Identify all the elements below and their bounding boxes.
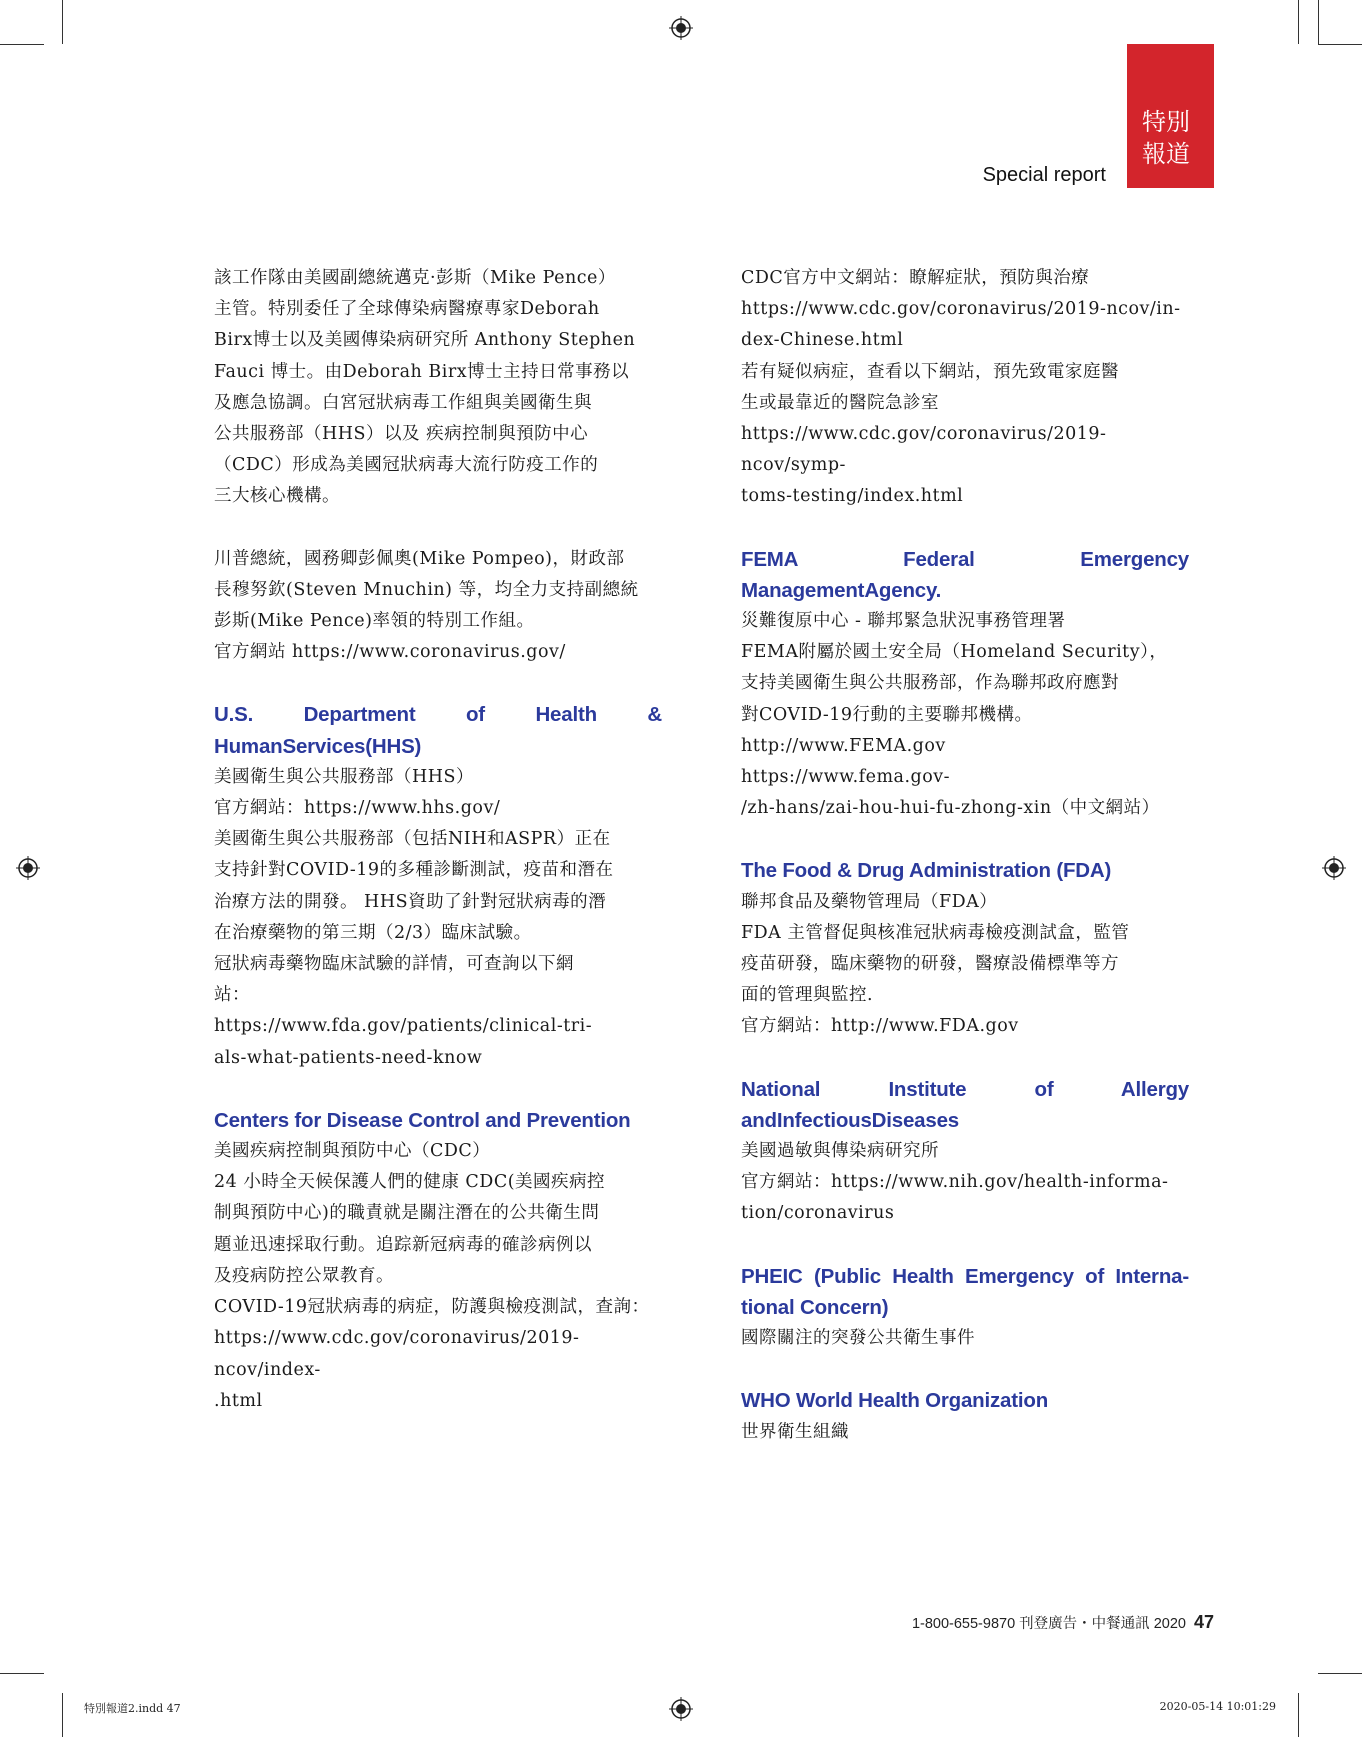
text-line: 官方網站 https://www.coronavirus.gov/: [214, 642, 566, 663]
text-line: Birx博士以及美國傳染病研究所 Anthony Stephen: [214, 330, 636, 351]
text-line: 若有疑似病症，查看以下網站，預先致電家庭醫: [741, 361, 1119, 382]
text-line: 美國衛生與公共服務部（包括NIH和ASPR）正在: [214, 829, 611, 850]
text-line: 三大核心機構。: [214, 486, 340, 507]
text-line: dex-Chinese.html: [741, 330, 904, 351]
text-line: 官方網站：https://www.hhs.gov/: [214, 798, 501, 819]
text-line: Centers for Disease Control and Prevention: [214, 1108, 631, 1132]
text-line: 國際關注的突發公共衛生事件: [741, 1328, 975, 1349]
crop-mark: [0, 44, 44, 45]
text-line: PHEIC (Public Health Emergency of Interna-: [741, 1264, 1189, 1288]
text-line: 制與預防中心)的職責就是關注潛在的公共衛生問: [214, 1203, 600, 1224]
paragraph-cdc-chinese: [741, 263, 1189, 513]
text-line: 主管。特別委任了全球傳染病醫療專家Deborah: [214, 299, 600, 320]
slug-file: 特別報道2.indd 47: [84, 1702, 181, 1715]
text-line: 治療方法的開發。 HHS資助了針對冠狀病毒的潛: [214, 891, 607, 912]
crop-mark: [1318, 0, 1319, 44]
text-line: https://www.cdc.gov/coronavirus/2019-ncov/in-: [741, 299, 1181, 320]
text-line: 在治療藥物的第三期（2/3）臨床試驗。: [214, 922, 532, 943]
registration-mark-icon: [669, 1697, 693, 1721]
text-line: https://www.fda.gov/patients/clinical-tri-: [214, 1016, 593, 1037]
paragraph-who: [741, 1417, 1189, 1448]
text-line: 美國疾病控制與預防中心（CDC）: [214, 1141, 491, 1162]
text-line: FEMA附屬於國土安全局（Homeland Security），: [741, 642, 1168, 663]
text-line: 冠狀病毒藥物臨床試驗的詳情，可查詢以下網: [214, 954, 574, 975]
text-line: 疫苗研發，臨床藥物的研發，醫療設備標準等方: [741, 954, 1119, 975]
paragraph-trump: [214, 544, 662, 669]
heading-hhs: [214, 699, 662, 761]
text-line: 美國衛生與公共服務部（HHS）: [214, 766, 475, 787]
text-line: 支持針對COVID-19的多種診斷測試，疫苗和潛在: [214, 860, 614, 881]
text-line: https://www.cdc.gov/coronavirus/2019-ncov/index-: [214, 1328, 580, 1380]
text-line: U.S. Department of Health & HumanServices: [214, 703, 662, 758]
crop-mark: [1298, 0, 1299, 44]
text-line: tional Concern): [741, 1295, 889, 1319]
text-line: tion/coronavirus: [741, 1203, 895, 1224]
text-line: 川普總統，國務卿彭佩奧(Mike Pompeo)，財政部: [214, 548, 625, 569]
crop-mark: [62, 1693, 63, 1737]
page-footer: [912, 1612, 1214, 1633]
text-line: https://www.cdc.gov/coronavirus/2019-ncov/symp-: [741, 424, 1107, 476]
footer-text: 1-800-655-9870 刊登廣告・中餐通訊 2020: [911, 1616, 1186, 1632]
crop-mark: [62, 0, 63, 44]
paragraph-niaid: [741, 1136, 1189, 1230]
text-line: (HHS): [365, 734, 422, 758]
text-line: （CDC）形成為美國冠狀病毒大流行防疫工作的: [214, 455, 599, 476]
slug-date: 2020-05-14 10:01:29: [1159, 1700, 1276, 1713]
text-line: 面的管理與監控.: [741, 985, 874, 1006]
text-line: 支持美國衛生與公共服務部，作為聯邦政府應對: [741, 673, 1119, 694]
text-line: 24 小時全天候保護人們的健康 CDC(美國疾病控: [214, 1172, 606, 1193]
text-line: 及疫病防控公眾教育。: [214, 1265, 394, 1286]
registration-mark-icon: [669, 16, 693, 40]
registration-mark-icon: [16, 856, 40, 880]
text-line: 該工作隊由美國副總統邁克·彭斯（Mike Pence）: [214, 268, 616, 288]
crop-mark: [0, 1673, 44, 1674]
text-line: 官方網站：https://www.nih.gov/health-informa-: [741, 1172, 1169, 1193]
text-line: 世界衛生組織: [741, 1421, 849, 1442]
text-line: 聯邦食品及藥物管理局（FDA）: [741, 891, 998, 912]
text-line: Fauci 博士。由Deborah Birx博士主持日常事務以: [214, 361, 630, 382]
paragraph-fema: [741, 606, 1189, 824]
crop-mark: [1318, 1673, 1362, 1674]
text-line: Agency.: [864, 578, 942, 602]
registration-mark-icon: [1322, 856, 1346, 880]
text-line: National Institute of Allergy andInfectious: [741, 1077, 1189, 1132]
text-line: Diseases: [871, 1108, 959, 1132]
section-tab-line1: 特別: [1142, 108, 1190, 136]
heading-niaid: [741, 1074, 1189, 1136]
text-line: 題並迅速採取行動。追踪新冠病毒的確診病例以: [214, 1234, 592, 1255]
paragraph-task-force: [214, 263, 662, 513]
heading-pheic: [741, 1261, 1189, 1323]
heading-fda: [741, 855, 1189, 886]
crop-mark: [1318, 44, 1362, 45]
text-line: WHO World Health Organization: [741, 1389, 1049, 1413]
heading-fema: [741, 544, 1189, 606]
text-line: 官方網站：http://www.FDA.gov: [741, 1016, 1019, 1037]
text-line: CDC官方中文網站：瞭解症狀，預防與治療: [741, 268, 1090, 288]
text-line: 生或最靠近的醫院急診室: [741, 392, 939, 413]
paragraph-fda: [741, 887, 1189, 1043]
paragraph-cdc: [214, 1136, 662, 1417]
text-line: 彭斯(Mike Pence)率領的特別工作組。: [214, 611, 535, 632]
text-line: 站：: [214, 985, 250, 1006]
heading-who: [741, 1385, 1189, 1416]
text-line: COVID-19冠狀病毒的病症，防護與檢疫測試，查詢：: [214, 1297, 650, 1318]
page-number: 47: [1193, 1612, 1214, 1632]
text-line: als-what-patients-need-know: [214, 1047, 483, 1068]
heading-cdc: [214, 1105, 662, 1136]
text-line: .html: [214, 1390, 263, 1411]
text-line: 公共服務部（HHS）以及 疾病控制與預防中心: [214, 424, 589, 445]
text-line: /zh-hans/zai-hou-hui-fu-zhong-xin（中文網站）: [741, 798, 1160, 819]
text-line: http://www.FEMA.gov: [741, 735, 946, 756]
special-report-label: Special report: [982, 164, 1106, 186]
text-line: https://www.fema.gov-: [741, 767, 951, 788]
paragraph-pheic: [741, 1323, 1189, 1354]
left-column: [214, 263, 662, 1417]
text-line: FEMA Federal Emergency Management: [741, 547, 1189, 602]
text-line: 長穆努欽(Steven Mnuchin) 等，均全力支持副總統: [214, 579, 639, 600]
right-column: [741, 263, 1189, 1448]
crop-mark: [1298, 1693, 1299, 1737]
text-line: FDA 主管督促與核准冠狀病毒檢疫測試盒，監管: [741, 922, 1130, 943]
text-line: 美國過敏與傳染病研究所: [741, 1141, 939, 1162]
section-tab-line2: 報道: [1142, 140, 1190, 168]
text-line: The Food & Drug Administration (FDA): [741, 859, 1112, 883]
text-line: toms-testing/index.html: [741, 486, 964, 507]
text-line: 災難復原中心 - 聯邦緊急狀況事務管理署: [741, 611, 1066, 632]
text-line: 對COVID-19行動的主要聯邦機構。: [741, 704, 1033, 725]
paragraph-hhs: [214, 762, 662, 1074]
section-tab: [1127, 44, 1214, 188]
text-line: 及應急協調。白宮冠狀病毒工作組與美國衛生與: [214, 392, 592, 413]
